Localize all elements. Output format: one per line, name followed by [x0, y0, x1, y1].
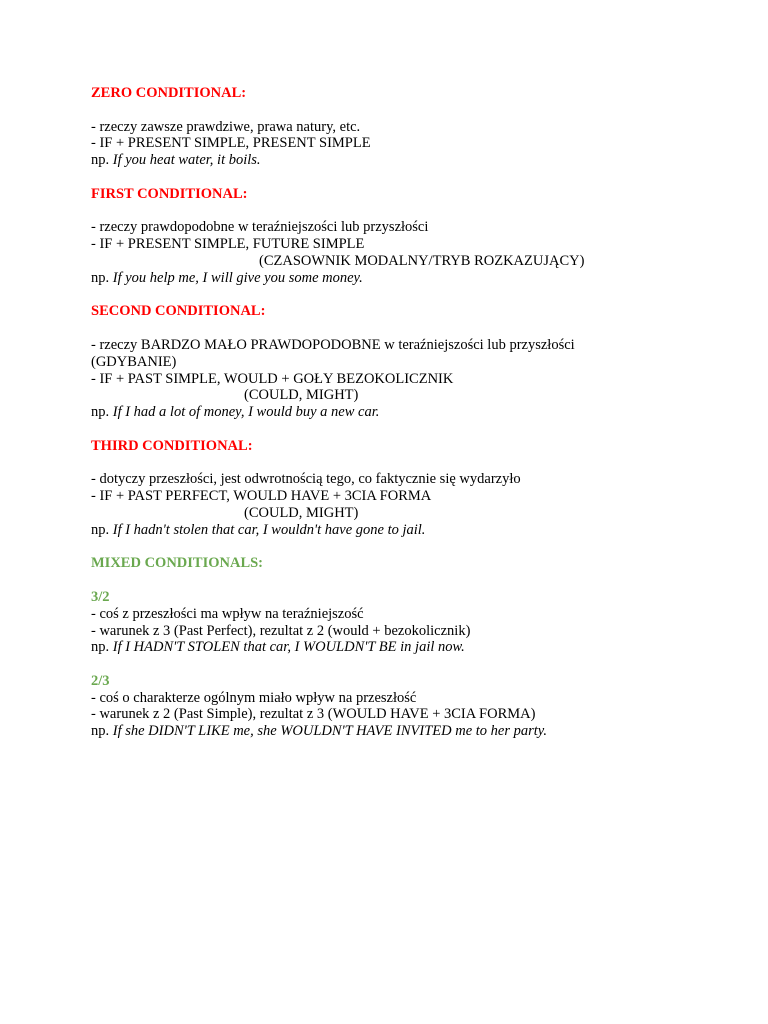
spacer	[91, 572, 731, 589]
spacer	[91, 320, 731, 337]
example-prefix: np.	[91, 269, 110, 286]
second-conditional-heading: SECOND CONDITIONAL:	[91, 303, 266, 320]
second-conditional-structure: - IF + PAST SIMPLE, WOULD + GOŁY BEZOKOLICZNIK	[91, 370, 454, 387]
mixed-3-2-usage: - coś z przeszłości ma wpływ na teraźniejszość	[91, 605, 364, 622]
first-conditional-alternative: (CZASOWNIK MODALNY/TRYB ROZKAZUJĄCY)	[259, 252, 585, 269]
spacer	[91, 169, 731, 186]
third-conditional-alternative: (COULD, MIGHT)	[244, 504, 359, 521]
example-prefix: np.	[91, 152, 110, 169]
mixed-2-3-label: 2/3	[91, 672, 110, 689]
mixed-2-3-usage: - coś o charakterze ogólnym miało wpływ na przeszłość	[91, 689, 417, 706]
spacer	[91, 287, 731, 304]
mixed-3-2-structure: - warunek z 3 (Past Perfect), rezultat z 2 (would + bezokolicznik)	[91, 622, 471, 639]
example-sentence: If I had a lot of money, I would buy a new car.	[112, 404, 380, 421]
third-conditional-usage: - dotyczy przeszłości, jest odwrotnością tego, co faktycznie się wydarzyło	[91, 471, 521, 488]
example-prefix: np.	[91, 404, 110, 421]
second-conditional-usage: - rzeczy BARDZO MAŁO PRAWDOPODOBNE w teraźniejszości lub przyszłości	[91, 336, 575, 353]
spacer	[91, 421, 731, 438]
third-conditional-structure: - IF + PAST PERFECT, WOULD HAVE + 3CIA FORMA	[91, 488, 432, 505]
spacer	[91, 203, 731, 220]
mixed-2-3-example	[91, 723, 731, 740]
third-conditional-example	[91, 522, 731, 539]
mixed-3-2-label: 3/2	[91, 588, 110, 605]
example-sentence: If you heat water, it boils.	[112, 152, 261, 169]
example-prefix: np.	[91, 521, 110, 538]
first-conditional-structure: - IF + PRESENT SIMPLE, FUTURE SIMPLE	[91, 236, 365, 253]
spacer	[91, 656, 731, 673]
zero-conditional-structure: - IF + PRESENT SIMPLE, PRESENT SIMPLE	[91, 135, 371, 152]
first-conditional-example	[91, 270, 731, 287]
example-sentence: If I hadn't stolen that car, I wouldn't have gone to jail.	[112, 521, 426, 538]
example-sentence: If she DIDN'T LIKE me, she WOULDN'T HAVE INVITED me to her party.	[112, 723, 548, 740]
first-conditional-heading: FIRST CONDITIONAL:	[91, 185, 248, 202]
example-sentence: If I HADN'T STOLEN that car, I WOULDN'T BE in jail now.	[112, 639, 465, 656]
spacer	[91, 102, 731, 119]
example-prefix: np.	[91, 639, 110, 656]
mixed-2-3-structure: - warunek z 2 (Past Simple), rezultat z 3 (WOULD HAVE + 3CIA FORMA)	[91, 706, 536, 723]
zero-conditional-heading: ZERO CONDITIONAL:	[91, 85, 247, 101]
spacer	[91, 539, 731, 556]
mixed-conditionals-heading: MIXED CONDITIONALS:	[91, 555, 264, 572]
zero-conditional-example	[91, 152, 731, 169]
document-page	[91, 85, 731, 740]
example-prefix: np.	[91, 723, 110, 740]
second-conditional-usage-note: (GDYBANIE)	[91, 353, 177, 370]
spacer	[91, 455, 731, 472]
mixed-3-2-example	[91, 639, 731, 656]
third-conditional-heading: THIRD CONDITIONAL:	[91, 437, 253, 454]
second-conditional-example	[91, 404, 731, 421]
second-conditional-alternative: (COULD, MIGHT)	[244, 387, 359, 404]
zero-conditional-usage: - rzeczy zawsze prawdziwe, prawa natury, etc.	[91, 118, 361, 135]
example-sentence: If you help me, I will give you some money.	[112, 269, 363, 286]
first-conditional-usage: - rzeczy prawdopodobne w teraźniejszości lub przyszłości	[91, 219, 429, 236]
